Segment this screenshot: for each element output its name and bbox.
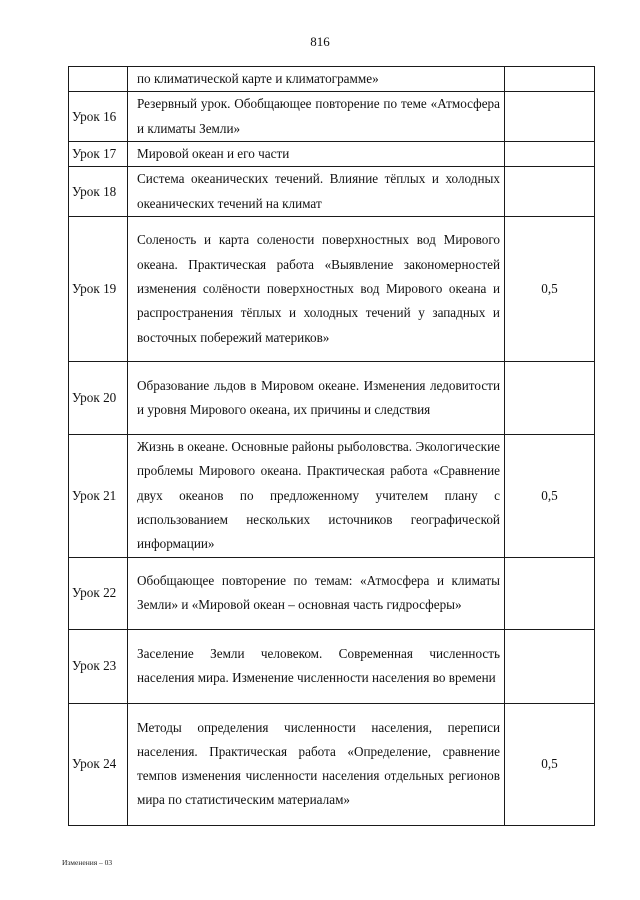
lesson-score — [505, 92, 595, 142]
lesson-score — [505, 141, 595, 166]
table-row — [69, 557, 595, 629]
lesson-topic: Мировой океан и его части — [128, 141, 505, 166]
lesson-topic: Обобщающее повторение по темам: «Атмосфера и климаты Земли» и «Мировой океан – основная часть гидросферы» — [128, 557, 505, 629]
table-row — [69, 141, 595, 166]
lesson-topic: Заселение Земли человеком. Современная численность населения мира. Изменение численности населения во времени — [128, 629, 505, 703]
table-row — [69, 629, 595, 703]
lesson-label: Урок 23 — [69, 629, 128, 703]
table-row — [69, 67, 595, 92]
table-row — [69, 92, 595, 142]
lesson-score — [505, 362, 595, 435]
table-row — [69, 167, 595, 217]
table-row — [69, 362, 595, 435]
lesson-label: Урок 17 — [69, 141, 128, 166]
lesson-label: Урок 18 — [69, 167, 128, 217]
lesson-score — [505, 557, 595, 629]
lesson-topic: Жизнь в океане. Основные районы рыболовства. Экологические проблемы Мирового океана. Практическая работа «Сравнение двух океанов по предложенному учителем плану с использованием нескольких источников географической информации» — [128, 435, 505, 557]
lesson-score — [505, 67, 595, 92]
lesson-label: Урок 20 — [69, 362, 128, 435]
table-row — [69, 217, 595, 362]
table-row — [69, 703, 595, 825]
lesson-topic: Образование льдов в Мировом океане. Изменения ледовитости и уровня Мирового океана, их причины и следствия — [128, 362, 505, 435]
lesson-topic: Резервный урок. Обобщающее повторение по теме «Атмосфера и климаты Земли» — [128, 92, 505, 142]
lesson-label: Урок 22 — [69, 557, 128, 629]
lesson-score: 0,5 — [505, 703, 595, 825]
lesson-score — [505, 629, 595, 703]
lesson-topic: по климатической карте и климатограмме» — [128, 67, 505, 92]
lesson-score — [505, 167, 595, 217]
lesson-score: 0,5 — [505, 435, 595, 557]
lesson-label: Урок 16 — [69, 92, 128, 142]
page-number: 816 — [310, 34, 330, 49]
lesson-score: 0,5 — [505, 217, 595, 362]
table-row — [69, 435, 595, 557]
lesson-topic: Система океанических течений. Влияние тёплых и холодных океанических течений на климат — [128, 167, 505, 217]
lesson-topic: Соленость и карта солености поверхностных вод Мирового океана. Практическая работа «Выявление закономерностей изменения солёности поверхностных вод Мирового океана и распространения тёплых и холодных течений у западных и восточных побережий материков» — [128, 217, 505, 362]
lesson-label: Урок 19 — [69, 217, 128, 362]
footer-revision-note: Изменения – 03 — [62, 858, 113, 867]
lessons-table — [68, 66, 595, 826]
lesson-topic: Методы определения численности населения, переписи населения. Практическая работа «Определение, сравнение темпов изменения численности населения отдельных регионов мира по статистическим материалам» — [128, 703, 505, 825]
lesson-label: Урок 21 — [69, 435, 128, 557]
lesson-label — [69, 67, 128, 92]
lesson-label: Урок 24 — [69, 703, 128, 825]
